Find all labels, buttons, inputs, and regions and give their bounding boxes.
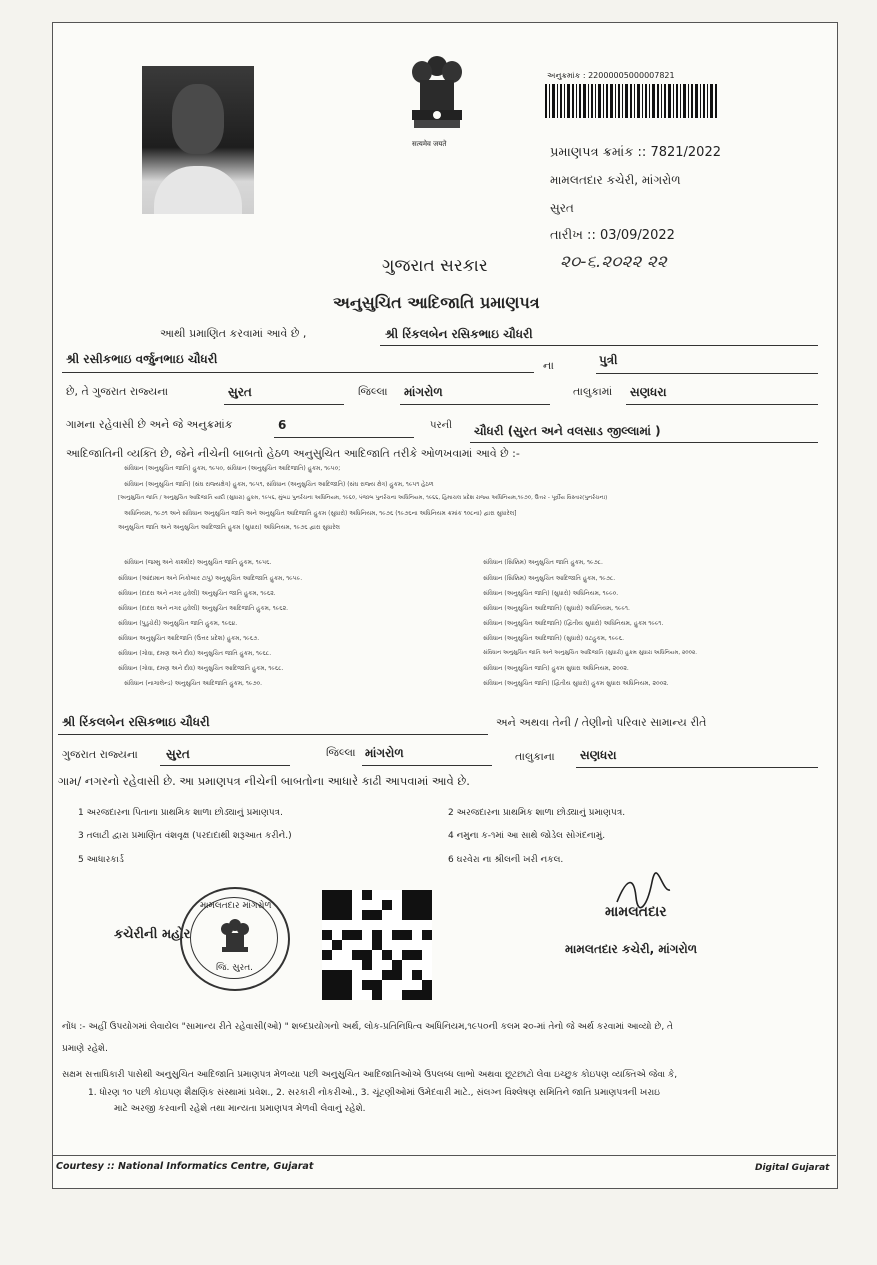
taluka-value-2: માંગરોળ <box>365 746 404 760</box>
order-line: અનુસુચિત જાતિ અને અનુસુચિત આદિજાતિ હુકમ (સુધારા) અધિનિયમ, ૧૯૭૬ દ્વારા સુધારેલ <box>118 524 340 531</box>
na-label: ના <box>543 359 554 372</box>
order-right: સંવિધાન (અનુસુચિત જાતિ) હુકમ સુધારા અધિનિયમ, ૨૦૦૨. <box>483 665 629 672</box>
order-right: સંવિધાન (અનુસુચિત આદિજાતિ) (સુધારો) વટહુકમ, ૧૯૯૬. <box>483 635 624 642</box>
signatory-office: મામલતદાર કચેરી, માંગરોળ <box>565 942 698 956</box>
order-right: સંવિધાન (અનુસુચિત જાતિ) (સુધારો) અધિનિયમ, ૧૯૯૦. <box>483 590 619 597</box>
document-item: 5 આધારકાર્ડ <box>78 855 124 865</box>
note-text: માટે અરજી કરવાની રહેશે તથા માન્યતા પ્રમાણપત્ર મેળવી લેવાનું રહેશે. <box>114 1104 366 1114</box>
order-left: સંવિધાન અનુસુચિત આદિજાતિ (ઉત્તર પ્રદેશ) હુકમ, ૧૯૬૭. <box>118 635 260 642</box>
taluka-label: તાલુકામાં <box>573 385 613 398</box>
applicant-name: શ્રી રિંકલબેન રસિકભાઇ ચૌધરી <box>385 327 533 341</box>
footer-brand: Digital Gujarat <box>755 1163 830 1173</box>
district-label-2: જિલ્લા <box>326 746 356 759</box>
note-text: 1. ધોરણ ૧૦ પછી કોઇપણ શૈક્ષણિક સંસ્થામાં પ્રવેશ., 2. સરકારી નોકરીઓ., 3. ચૂંટણીઓમાં ઉમેદવારી માટે., સંલગ્ન વિશ્લેષણ સમિતિને જાતિ પ્રમાણપત્રની ખરાઇ <box>88 1088 660 1098</box>
applicant-name-line <box>380 345 818 346</box>
district-value-2: સુરત <box>166 747 190 761</box>
village-value-2: સણધરા <box>580 748 617 762</box>
document-item: 3 તલાટી દ્વારા પ્રમાણિત વંશવૃક્ષ (પરદાદાથી શરૂઆત કરીને.) <box>78 831 292 841</box>
certificate-title: અનુસુચિત આદિજાતિ પ્રમાણપત્ર <box>333 293 540 312</box>
document-item: 6 ઘરવેરા ના શ્રીલની ખરી નકલ. <box>448 855 564 865</box>
taluka-label-2: તાલુકાના <box>515 750 555 763</box>
order-line: સંવિધાન (અનુસુચિત જાતિ) (સંઘ રાજ્યક્ષેત્ર) હુકમ, ૧૯૫૧, સંવિધાન (અનુસુચિત આદિજાતિ) (સંઘ રાજ્ય ક્ષેત્ર) હુકમ, ૧૯૫૧ હેઠળ <box>124 481 434 488</box>
district-value: સુરત <box>228 385 252 399</box>
father-name: શ્રી રસીકભાઇ વર્જુનભાઇ ચૌધરી <box>66 352 218 366</box>
order-left: સંવિધાન (ગોવા, દમણ અને દીવ) અનુસુચિત જાતિ હુકમ, ૧૯૬૮. <box>118 650 272 657</box>
order-line: અધિનિયમ, ૧૯૭૧ અને સંવિધાન અનુસુચિત જાતિ અને અનુસુચિત આદિજાતિ હુકમ (સુધારો) અધિનિયમ, ૧૯૭૬ (૧૯૭૬ના અધિનિયમ ક્રમાંક ૧૦૮ના) દ્વારા સુધારેલ] <box>124 510 517 517</box>
barcode <box>545 84 719 118</box>
note-text: સક્ષમ સત્તાધિકારી પાસેથી અનુસુચિત આદિજાતિ પ્રમાણપત્ર મેળવ્યા પછી અનુસુચિત આદિજાતિઓએ ઉપલબ્ધ લાભો અથવા છૂટછાટો લેવા ઇચ્છુક કોઇપણ વ્યક્તિએ જેવા કે, <box>62 1070 678 1080</box>
upon-label: પરની <box>430 420 452 431</box>
recognized-text: આદિજાતિની વ્યક્તિ છે, જેને નીચેની બાબતો હેઠળ અનુસુચિત આદિજાતિ તરીકે ઓળખવામાં આવે છે :- <box>66 447 520 460</box>
order-right: સંવિધાન (અનુસુચિત આદિજાતિ) (સુધારો) અધિનિયમ, ૧૯૯૧. <box>483 605 630 612</box>
signatory-title: મામલતદાર <box>605 904 667 920</box>
father-name-line <box>62 372 534 373</box>
state-prefix: છે, તે ગુજરાત રાજ્યના <box>66 385 169 398</box>
applicant-name-2-line <box>58 734 488 735</box>
state-prefix-2: ગુજરાત રાજ્યના <box>62 748 138 761</box>
round-seal <box>180 887 290 991</box>
qr-code <box>322 890 432 1000</box>
barcode-number: અનુક્રમાંક : 22000005000007821 <box>547 71 675 80</box>
seal-top-text: મામલતદાર માંગરોળ <box>200 901 272 911</box>
issue-date: તારીખ :: 03/09/2022 <box>550 228 675 243</box>
relation-line <box>596 373 818 374</box>
document-item: 4 નમુના ક-૧માં આ સાથે જોડેલ સોગંદનામું. <box>448 831 606 841</box>
order-right: સંવિધાન અનુસુચિત જાતિ અને અનુસુચિત આદિજાતિ (સુધારો) હુકમ સુધારા અધિનિયમ, ૨૦૦૨. <box>483 650 698 656</box>
order-right: સંવિધાન (અનુસુચિત આદિજાતિ) (દ્વિતીય સુધારો) અધિનિયમ, હુકમ ૧૯૯૧. <box>483 620 664 627</box>
taluka-line <box>400 404 550 405</box>
issuing-office: મામલતદાર કચેરી, માંગરોળ <box>550 173 681 187</box>
seal-emblem-icon <box>218 917 252 955</box>
note-text: પ્રમાણે રહેશે. <box>62 1044 108 1054</box>
serial-number: 6 <box>278 418 287 432</box>
taluka-value: માંગરોળ <box>404 385 443 399</box>
certificate-number: પ્રમાણપત્ર ક્રમાંક :: 7821/2022 <box>550 145 721 160</box>
signature-scribble <box>612 872 672 912</box>
handwritten-note: ૨૦-૬.૨૦૨૨ ૨૨ <box>560 252 667 272</box>
resident-text: ગામના રહેવાસી છે અને જે અનુક્રમાંક <box>66 418 233 431</box>
family-text: અને અથવા તેની / તેણીનો પરિવાર સામાન્ય રીતે <box>496 716 707 729</box>
order-left: સંવિધાન (જમ્મુ અને કાશ્મીર) અનુસુચિત જાતિ હુકમ, ૧૯૫૬. <box>124 559 272 566</box>
order-right: સંવિધાન (સિક્કિમ) અનુસુચિત આદિજાતિ હુકમ, ૧૯૭૮. <box>483 575 616 582</box>
village-line-2 <box>576 767 818 768</box>
note-text: નોંધ :- અહીં ઉપયોગમાં લેવાયેલ "સામાન્ય રીતે રહેવાસી(ઓ) " શબ્દપ્રયોગનો અર્થ, લોક-પ્રતિનિધિત્વ અધિનિયમ,૧૯૫૦ની કલમ ૨૦-માં તેનો જે અર્થ કરવામાં આવ્યો છે, તે <box>62 1022 674 1032</box>
tribe-line <box>470 442 818 443</box>
taluka-line-2 <box>362 765 492 766</box>
district-label: જિલ્લા <box>358 385 388 398</box>
order-left: સંવિધાન (ગોવા, દમણ અને દીવ) અનુસુચિત આદિજાતિ હુકમ, ૧૯૬૮. <box>118 665 284 672</box>
district-line-2 <box>160 765 290 766</box>
office-seal-label: કચેરીની મહોર <box>114 927 191 942</box>
footer-courtesy: Courtesy :: National Informatics Centre, Gujarat <box>56 1161 314 1172</box>
applicant-photo <box>142 66 254 214</box>
state-emblem-icon <box>402 52 472 148</box>
tribe-name: ચૌધરી (સુરત અને વલસાડ જીલ્લામાં ) <box>474 424 661 438</box>
village-value: સણધરા <box>630 385 667 399</box>
document-item: 1 અરજદારના પિતાના પ્રાથમિક શાળા છોડ્યાનું પ્રમાણપત્ર. <box>78 808 283 818</box>
order-left: સંવિધાન (પુડુચેરી) અનુસુચિત જાતિ હુકમ, ૧૯૬૪. <box>118 620 238 627</box>
order-left: સંવિધાન (આંદામાન અને નિકોબાર ટાપુ) અનુસુચિત આદિજાતિ હુકમ, ૧૯૫૯. <box>118 575 303 582</box>
basis-text: ગામ/ નગરનો રહેવાસી છે. આ પ્રમાણપત્ર નીચેની બાબતોના આધારે કાઢી આપવામાં આવે છે. <box>58 774 470 788</box>
government-title: ગુજરાત સરકાર <box>382 256 488 276</box>
order-line: સંવિધાન (અનુસુચિત જાતિ) હુકમ, ૧૯૫૦, સંવિધાન (અનુસુચિત આદિજાતિ) હુકમ, ૧૯૫૦; <box>124 465 341 472</box>
seal-bottom-text: જિ. સુરત. <box>216 963 254 973</box>
document-item: 2 અરજદારના પ્રાથમિક શાળા છોડ્યાનું પ્રમાણપત્ર. <box>448 808 626 818</box>
emblem-motto: सत्यमेव जयते <box>412 140 447 148</box>
order-left: સંવિધાન (દાદરા અને નગર હવેલી) અનુસુચિત આદિજાતિ હુકમ, ૧૯૬૨. <box>118 605 289 612</box>
footer-divider <box>53 1155 836 1156</box>
serial-line <box>274 437 414 438</box>
village-line <box>626 404 818 405</box>
order-left: સંવિધાન (દાદરા અને નગર હવેલી) અનુસુચિત જાતિ હુકમ, ૧૯૬૨. <box>118 590 276 597</box>
order-right: સંવિધાન (અનુસુચિત જાતિ) (દ્વિતીય સુધારો) હુકમ સુધારા અધિનિયમ, ૨૦૦૨. <box>483 680 669 687</box>
issuing-district: સુરત <box>550 201 574 215</box>
district-line <box>224 404 344 405</box>
relation-value: પુત્રી <box>599 353 618 367</box>
order-right: સંવિધાન (સિક્કિમ) અનુસુચિત જાતિ હુકમ, ૧૯૭૮. <box>483 559 603 566</box>
order-line: [અનુસુચિત જાતિ / અનુસુચિત આદિજાતિ યાદી (સુધારા) હુકમ, ૧૯૫૬, મુંબઇ પુનર્રચના અધિનિયમ, ૧૯૬૦, પંજાબ પુનર્રચના અધિનિયમ, ૧૯૬૬, હિમાચલ પ્રદેશ રાજ્ય અધિનિયમ,૧૯૭૦, ઉત્તર - પૂર્વીય વિસ્તાર(પુનર્રચના) <box>118 495 608 501</box>
certify-text: આથી પ્રમાણિત કરવામાં આવે છે , <box>160 327 307 340</box>
order-left: સંવિધાન (નાગાલેન્ડ) અનુસુચિત આદિજાતિ હુકમ, ૧૯૭૦. <box>124 680 263 687</box>
applicant-name-2: શ્રી રિંકલબેન રસિકભાઇ ચૌધરી <box>62 715 210 729</box>
